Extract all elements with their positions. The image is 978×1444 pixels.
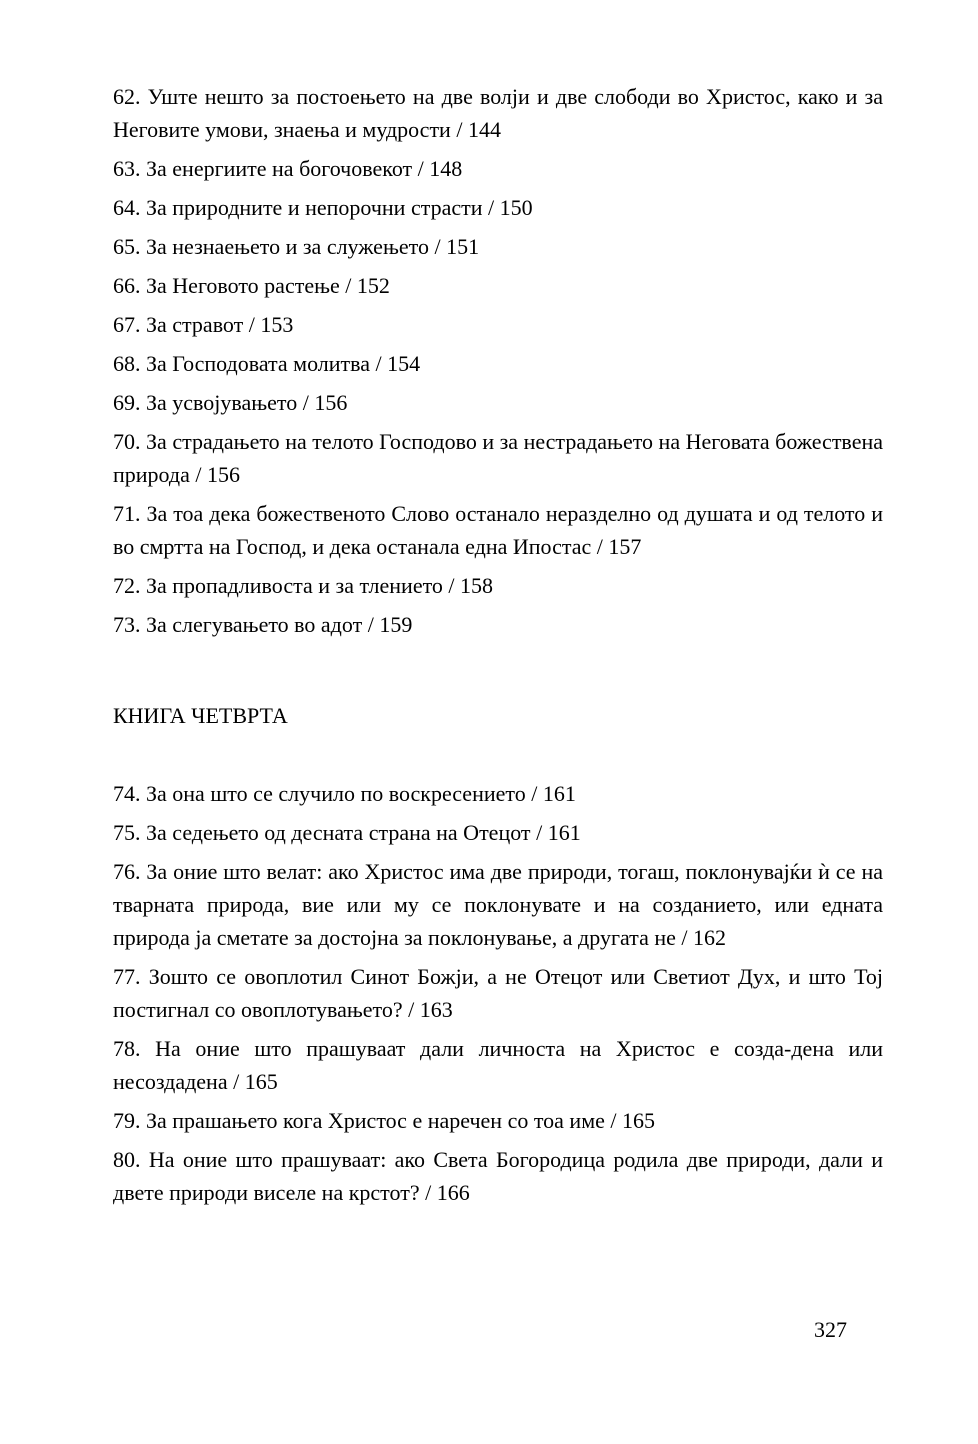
- entry-title: За стравот: [146, 312, 244, 337]
- entry-number: 62.: [113, 84, 141, 109]
- toc-entry: [113, 269, 883, 302]
- entry-title: За Неговото растење: [146, 273, 340, 298]
- entry-separator: /: [233, 1069, 240, 1094]
- entry-separator: /: [596, 534, 603, 559]
- section-heading: КНИГА ЧЕТВРТА: [113, 703, 288, 728]
- toc-entry: [113, 497, 883, 563]
- entry-separator: /: [417, 156, 424, 181]
- entry-page: 153: [260, 312, 294, 337]
- toc-entry: [113, 1032, 883, 1098]
- entry-page: 150: [499, 195, 533, 220]
- entry-number: 63.: [113, 156, 141, 181]
- entry-number: 70.: [113, 429, 141, 454]
- entry-page: 156: [207, 462, 240, 487]
- entry-page: 161: [542, 781, 576, 806]
- entry-number: 65.: [113, 234, 141, 259]
- entry-title: За она што се случило по воскресението: [146, 781, 526, 806]
- entry-page: 159: [379, 612, 413, 637]
- entry-page: 148: [429, 156, 463, 181]
- entry-page: 157: [608, 534, 642, 559]
- entry-number: 66.: [113, 273, 141, 298]
- entry-page: 163: [419, 997, 453, 1022]
- entry-number: 78.: [113, 1036, 141, 1061]
- entry-title: За страдањето на телото Господово и за нестрадањето на Неговата божествена природа: [113, 429, 883, 487]
- entry-separator: /: [408, 997, 415, 1022]
- entry-separator: /: [345, 273, 352, 298]
- toc-entry: [113, 1104, 883, 1137]
- entry-title: За енергиите на богочовекот: [146, 156, 413, 181]
- entry-number: 79.: [113, 1108, 141, 1133]
- entry-title: За прашањето кога Христос е наречен со тоа име: [146, 1108, 605, 1133]
- toc-entry: [113, 80, 883, 146]
- entry-number: 73.: [113, 612, 141, 637]
- entry-separator: /: [302, 390, 309, 415]
- entry-page: 161: [547, 820, 581, 845]
- entry-title: За седењето од десната страна на Отецот: [146, 820, 531, 845]
- entry-title: За незнаењето и за служењето: [146, 234, 429, 259]
- entry-separator: /: [195, 462, 202, 487]
- toc-entry: [113, 608, 883, 641]
- entry-separator: /: [375, 351, 382, 376]
- entry-page: 151: [446, 234, 480, 259]
- entry-separator: /: [610, 1108, 617, 1133]
- entry-separator: /: [367, 612, 374, 637]
- entry-separator: /: [536, 820, 543, 845]
- page-number: 327: [814, 1317, 847, 1342]
- entry-title: За пропадливоста и за тлението: [146, 573, 443, 598]
- entry-number: 77.: [113, 964, 141, 989]
- entry-separator: /: [681, 925, 688, 950]
- entry-number: 75.: [113, 820, 141, 845]
- toc-entry: [113, 569, 883, 602]
- toc-entry: [113, 1143, 883, 1209]
- entry-page: 144: [467, 117, 501, 142]
- entry-separator: /: [425, 1180, 432, 1205]
- entry-page: 152: [356, 273, 390, 298]
- entry-title: За усвојувањето: [146, 390, 298, 415]
- entry-number: 76.: [113, 859, 141, 884]
- toc-entry: [113, 425, 883, 491]
- entry-title: За слегувањето во адот: [146, 612, 363, 637]
- toc-entry: [113, 191, 883, 224]
- entry-number: 71.: [113, 501, 141, 526]
- toc-entry: [113, 308, 883, 341]
- toc-entry: [113, 230, 883, 263]
- toc-content: [113, 80, 883, 1215]
- toc-entry: [113, 960, 883, 1026]
- entry-separator: /: [448, 573, 455, 598]
- entry-title: За природните и непорочни страсти: [146, 195, 483, 220]
- entry-number: 69.: [113, 390, 141, 415]
- entry-number: 74.: [113, 781, 141, 806]
- entry-page: 158: [460, 573, 494, 598]
- entry-number: 80.: [113, 1147, 141, 1172]
- entry-page: 162: [693, 925, 726, 950]
- entry-separator: /: [488, 195, 495, 220]
- toc-entry: [113, 777, 883, 810]
- toc-entry: [113, 347, 883, 380]
- entry-title: Уште нешто за постоењето на две волји и две слободи во Христос, како и за Неговите умови, знаења и мудрости: [113, 84, 883, 142]
- entry-separator: /: [434, 234, 441, 259]
- entry-title: Зошто се овоплотил Синот Божји, а не Отецот или Светиот Дух, и што Тој постигнал со овоплотувањето?: [113, 964, 884, 1022]
- entry-number: 64.: [113, 195, 141, 220]
- entry-page: 156: [314, 390, 348, 415]
- entry-title: На оние што прашуваат дали личноста на Христос е созда-дена или несоздадена: [113, 1036, 884, 1094]
- entry-number: 72.: [113, 573, 141, 598]
- entry-page: 165: [622, 1108, 656, 1133]
- entry-page: 154: [387, 351, 421, 376]
- toc-entry: [113, 152, 883, 185]
- entry-title: За Господовата молитва: [146, 351, 371, 376]
- entry-page: 165: [244, 1069, 278, 1094]
- entry-separator: /: [248, 312, 255, 337]
- entry-page: 166: [436, 1180, 470, 1205]
- toc-entry: [113, 386, 883, 419]
- entry-separator: /: [531, 781, 538, 806]
- toc-entry: [113, 855, 883, 954]
- entry-separator: /: [456, 117, 463, 142]
- entry-number: 68.: [113, 351, 141, 376]
- entry-number: 67.: [113, 312, 141, 337]
- entry-title: За тоа дека божественото Слово останало неразделно од душата и од телото и во смртта на Господ, и дека останала една Ипостас: [113, 501, 883, 559]
- toc-entry: [113, 816, 883, 849]
- entry-title: За оние што велат: ако Христос има две природи, тогаш, поклонувајќи ѝ се на тварната природа, вие или му се поклонувате и на созданието, или едната природа ја сметате за достојна за поклонување, а другата не: [113, 859, 884, 950]
- entry-title: На оние што прашуваат: ако Света Богородица родила две природи, дали и двете природи виселе на крстот?: [113, 1147, 883, 1205]
